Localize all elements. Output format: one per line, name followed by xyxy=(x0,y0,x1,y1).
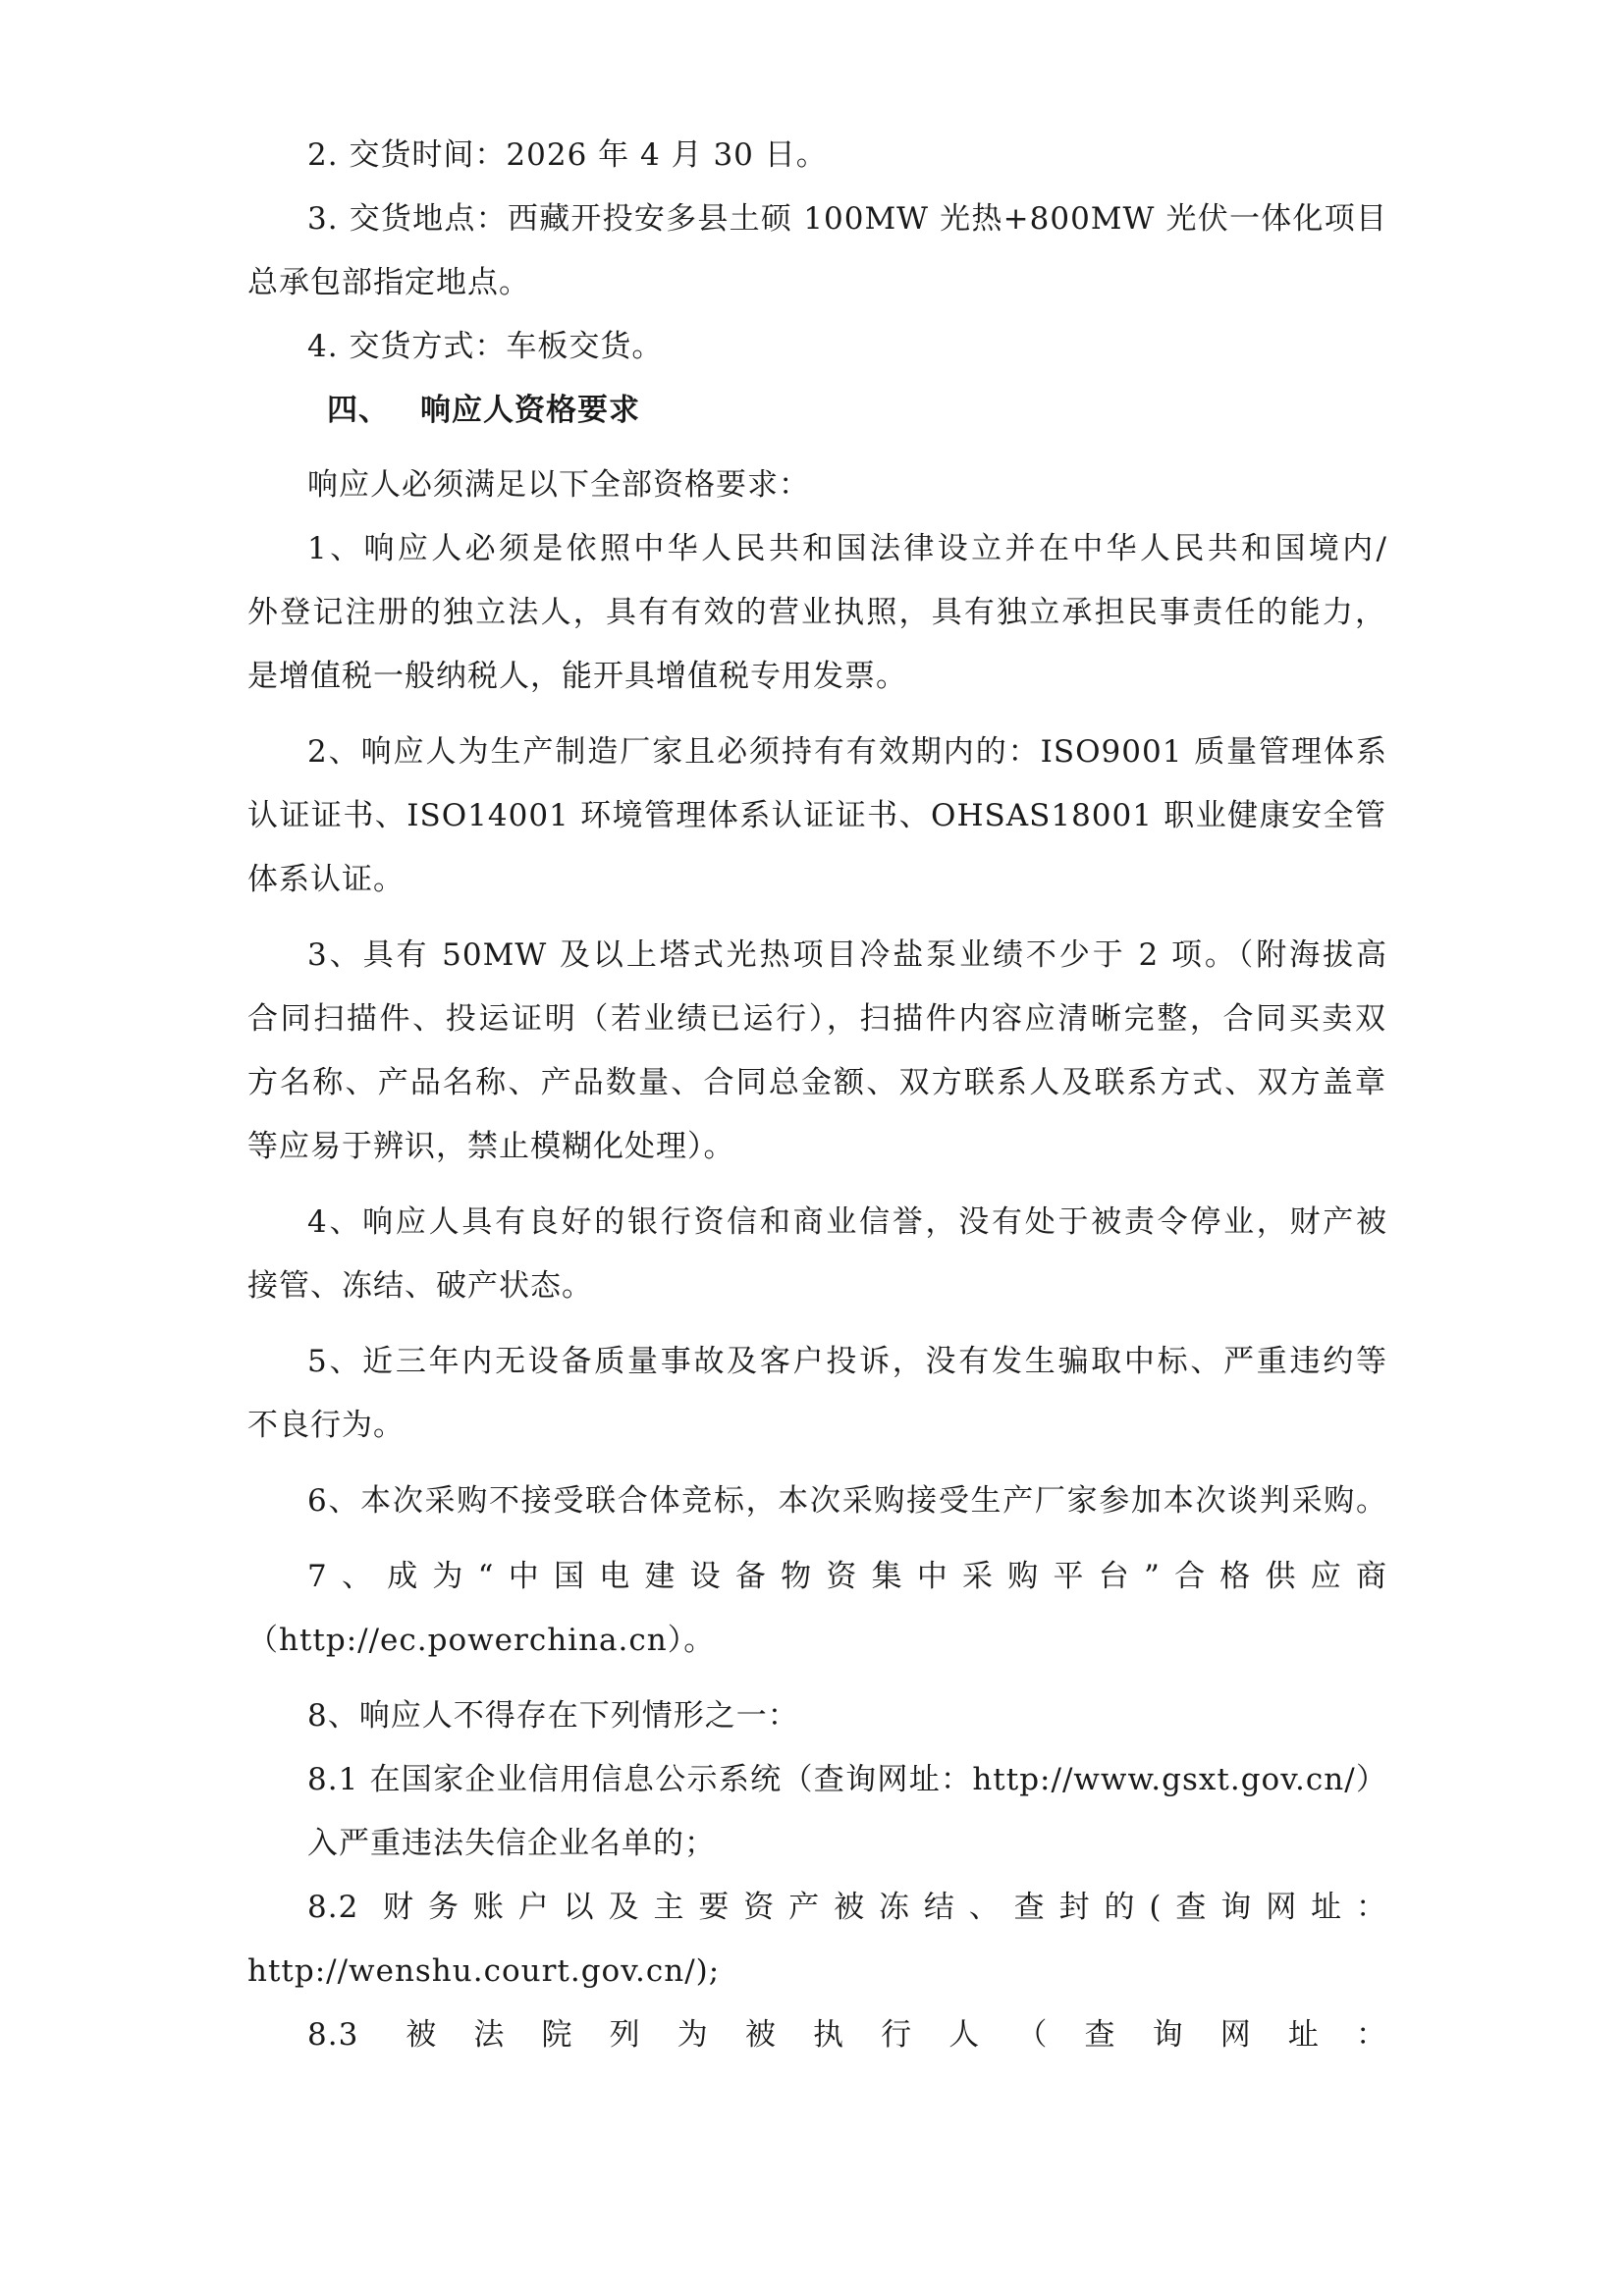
requirement-2-line-2: 认证证书、ISO14001 环境管理体系认证证书、OHSAS18001 职业健康安全管 xyxy=(247,798,1386,833)
requirement-8-2-line-1: 8.2 财务账户以及主要资产被冻结、查封的(查询网址： xyxy=(307,1890,1387,1925)
section-title: 响应人资格要求 xyxy=(420,393,640,428)
requirement-4-line-1: 4、响应人具有良好的银行资信和商业信誉，没有处于被责令停业，财产被 xyxy=(307,1204,1387,1240)
section-number: 四、 xyxy=(327,393,390,428)
requirement-3-line-1: 3、具有 50MW 及以上塔式光热项目冷盐泵业绩不少于 2 项。（附海拔高 xyxy=(307,937,1387,973)
requirement-7-line-2: （http://ec.powerchina.cn）。 xyxy=(247,1623,716,1658)
requirement-4-line-2: 接管、冻结、破产状态。 xyxy=(247,1268,593,1304)
requirements-intro: 响应人必须满足以下全部资格要求： xyxy=(307,467,810,503)
requirement-5-line-2: 不良行为。 xyxy=(247,1408,405,1443)
delivery-place-line-1: 3. 交货地点：西藏开投安多县土硕 100MW 光热+800MW 光伏一体化项目 xyxy=(307,201,1387,237)
requirement-8-1-line-2: 入严重违法失信企业名单的； xyxy=(307,1826,716,1861)
requirement-8-3-line-1: 8.3 被法院列为被执行人（查询网址： xyxy=(307,2017,1387,2053)
requirement-8: 8、响应人不得存在下列情形之一： xyxy=(307,1698,799,1734)
requirement-1-line-3: 是增值税一般纳税人，能开具增值税专用发票。 xyxy=(247,659,907,694)
requirement-8-1-line-1: 8.1 在国家企业信用信息公示系统（查询网址：http://www.gsxt.gov.cn/） xyxy=(307,1762,1387,1797)
delivery-place-line-2: 总承包部指定地点。 xyxy=(247,265,530,300)
requirement-2-line-3: 体系认证。 xyxy=(247,862,405,897)
delivery-method: 4. 交货方式：车板交货。 xyxy=(307,329,664,364)
requirement-8-2-line-2: http://wenshu.court.gov.cn/); xyxy=(247,1953,721,1989)
requirement-3-line-4: 等应易于辨识，禁止模糊化处理）。 xyxy=(247,1129,735,1164)
requirement-3-line-2: 合同扫描件、投运证明（若业绩已运行），扫描件内容应清晰完整，合同买卖双 xyxy=(247,1001,1386,1037)
delivery-time: 2. 交货时间：2026 年 4 月 30 日。 xyxy=(307,137,828,173)
requirement-5-line-1: 5、近三年内无设备质量事故及客户投诉，没有发生骗取中标、严重违约等 xyxy=(307,1344,1387,1379)
requirement-6: 6、本次采购不接受联合体竞标，本次采购接受生产厂家参加本次谈判采购。 xyxy=(307,1483,1387,1519)
requirement-3-line-3: 方名称、产品名称、产品数量、合同总金额、双方联系人及联系方式、双方盖章 xyxy=(247,1065,1386,1100)
requirement-7-line-1: 7、成为“中国电建设备物资集中采购平台”合格供应商 xyxy=(307,1559,1387,1594)
requirement-1-line-1: 1、响应人必须是依照中华人民共和国法律设立并在中华人民共和国境内/ xyxy=(307,531,1387,566)
requirement-2-line-1: 2、响应人为生产制造厂家且必须持有有效期内的：ISO9001 质量管理体系 xyxy=(307,734,1387,770)
requirement-1-line-2: 外登记注册的独立法人，具有有效的营业执照，具有独立承担民事责任的能力， xyxy=(247,595,1386,630)
